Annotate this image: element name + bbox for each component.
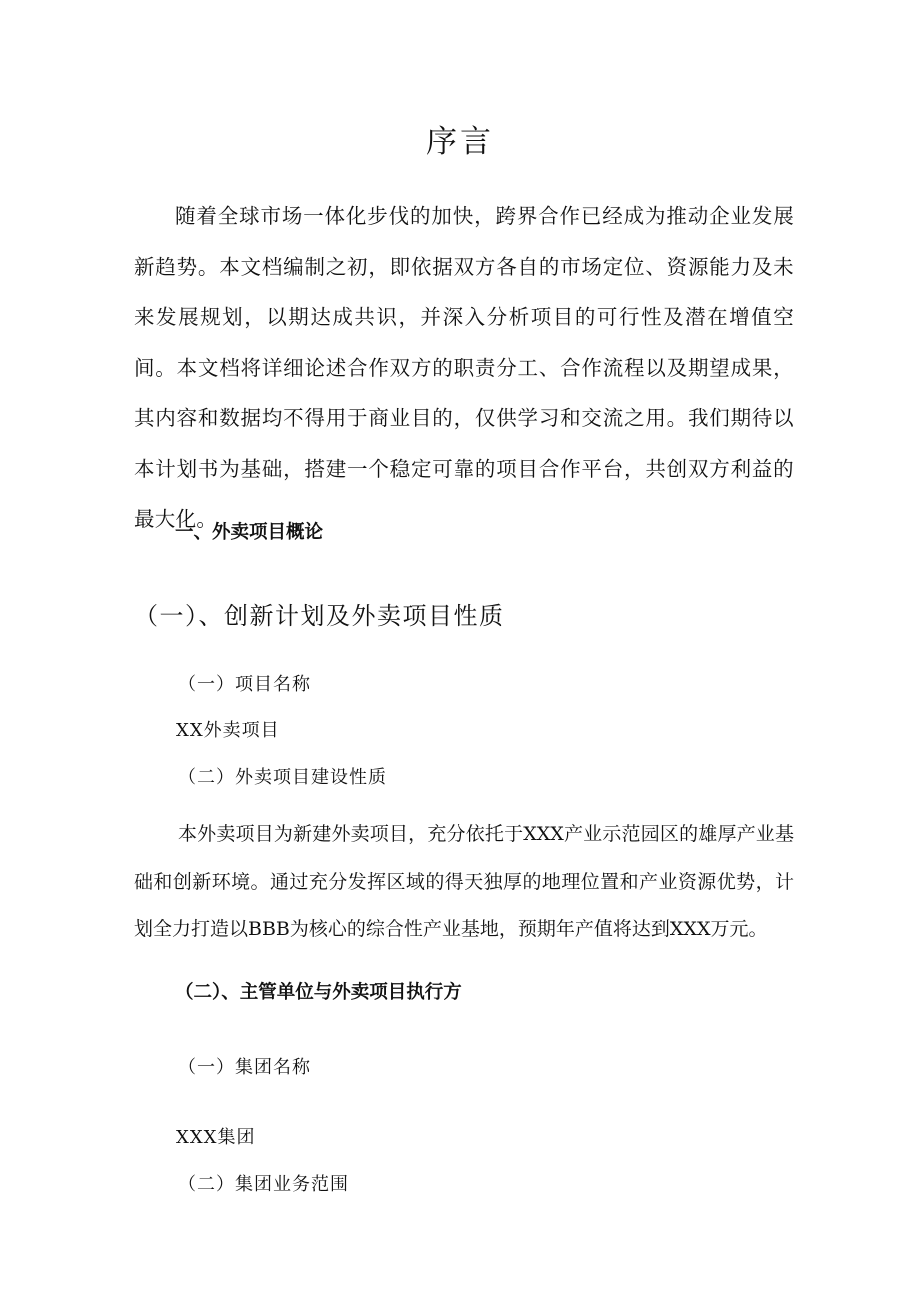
project-name-value: XX外卖项目 <box>176 720 280 741</box>
project-name-label: （一）项目名称 <box>178 674 311 695</box>
page-title: 序言 <box>426 124 494 160</box>
group-name-label: （一）集团名称 <box>178 1057 311 1078</box>
preface-paragraph: 随着全球市场一体化步伐的加快，跨界合作已经成为推动企业发展新趋势。本文档编制之初，即依据双方各自的市场定位、资源能力及未来发展规划，以期达成共识，并深入分析项目的可行性及潜在增值空间。本文档将详细论述合作双方的职责分工、合作流程以及期望成果，其内容和数据均不得用于商业目的，仅供学习和交流之用。我们期待以本计划书为基础，搭建一个稳定可靠的项目合作平台，共创双方利益的最大化。 <box>134 204 794 531</box>
construction-nature-paragraph: 本外卖项目为新建外卖项目，充分依托于XXX产业示范园区的雄厚产业基础和创新环境。通过充分发挥区域的得天独厚的地理位置和产业资源优势，计划全力打造以BBB为核心的综合性产业基地，预期年产值将达到XXX万元。 <box>134 823 794 940</box>
group-business-scope-label: （二）集团业务范围 <box>178 1174 349 1195</box>
subsection-heading-2: （二）、主管单位与外卖项目执行方 <box>175 982 462 1003</box>
group-name-value: XXX集团 <box>176 1127 256 1148</box>
section-heading: 一、外卖项目概论 <box>175 522 324 543</box>
construction-nature-label: （二）外卖项目建设性质 <box>178 767 387 788</box>
subsection-heading-1: （一）、创新计划及外卖项目性质 <box>134 602 505 630</box>
